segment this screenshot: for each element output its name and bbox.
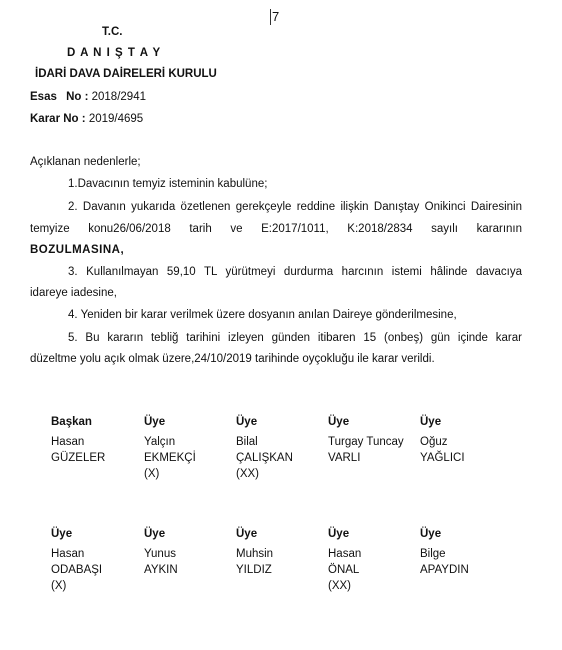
text-cursor [270, 9, 271, 25]
esas-label: Esas [30, 91, 57, 103]
member-role: Üye [420, 528, 442, 540]
member-role: Üye [144, 528, 166, 540]
member-note: (XX) [328, 580, 351, 592]
member-note: (X) [51, 580, 67, 592]
kurul-heading: İDARİ DAVA DAİRELERİ KURULU [35, 68, 217, 80]
item-1: 1.Davacının temyiz isteminin kabulüne; [68, 178, 268, 190]
member-role: Üye [51, 528, 73, 540]
member-first-name: Muhsin [236, 548, 274, 560]
member-uye [328, 526, 361, 594]
member-role: Üye [236, 528, 258, 540]
member-uye [51, 526, 102, 594]
intro-text: Açıklanan nedenlerle; [30, 156, 141, 168]
member-last-name: APAYDIN [420, 564, 469, 576]
member-role: Üye [144, 416, 166, 428]
esas-no-label: No : [66, 91, 89, 103]
member-last-name: ÖNAL [328, 564, 360, 576]
member-baskan [51, 414, 105, 466]
member-uye [236, 526, 273, 578]
member-last-name: YILDIZ [236, 564, 272, 576]
member-role: Üye [328, 416, 350, 428]
member-first-name: Bilal [236, 436, 258, 448]
member-first-name: Turgay Tuncay [328, 436, 404, 448]
member-first-name: Hasan [328, 548, 362, 560]
item-3-line-2: idareye iadesine, [30, 287, 117, 299]
member-uye [144, 526, 178, 578]
member-last-name: YAĞLICI [420, 452, 465, 464]
member-last-name: ODABAŞI [51, 564, 103, 576]
member-note: (X) [144, 468, 160, 480]
member-uye [236, 414, 293, 482]
item-3-line-1: 3. Kullanılmayan 59,10 TL yürütmeyi durdurma harcının istemi hâlinde davacıya [68, 266, 522, 278]
member-uye [420, 526, 469, 578]
member-last-name: VARLI [328, 452, 361, 464]
member-last-name: GÜZELER [51, 452, 106, 464]
member-uye [328, 414, 404, 466]
member-first-name: Yunus [144, 548, 176, 560]
page-number: 7 [272, 9, 280, 24]
member-role: Başkan [51, 416, 92, 428]
tc-heading: T.C. [102, 26, 123, 38]
member-first-name: Yalçın [144, 436, 176, 448]
member-last-name: ÇALIŞKAN [236, 452, 293, 464]
member-role: Üye [328, 528, 350, 540]
item-2-bozulmasina: BOZULMASINA, [30, 244, 125, 256]
danistay-heading: D A N I Ş T A Y [67, 47, 162, 59]
member-note: (XX) [236, 468, 259, 480]
member-uye [144, 414, 196, 482]
member-last-name: AYKIN [144, 564, 178, 576]
esas-line [30, 91, 146, 103]
karar-value: 2019/4695 [88, 113, 144, 125]
item-5-line-2: düzeltme yolu açık olmak üzere,24/10/2019 tarihinde oyçokluğu ile karar verildi. [30, 353, 435, 365]
item-4: 4. Yeniden bir karar verilmek üzere dosyanın anılan Daireye gönderilmesine, [68, 309, 457, 321]
member-first-name: Oğuz [420, 436, 448, 448]
item-5-line-1: 5. Bu kararın tebliğ tarihini izleyen günden itibaren 15 (onbeş) gün içinde karar [68, 332, 522, 344]
member-first-name: Hasan [51, 436, 85, 448]
karar-label: Karar No : [30, 113, 86, 125]
member-role: Üye [420, 416, 442, 428]
member-role: Üye [236, 416, 258, 428]
item-2-line-1: 2. Davanın yukarıda özetlenen gerekçeyle reddine ilişkin Danıştay Onikinci Dairesinin [68, 201, 522, 213]
member-first-name: Hasan [51, 548, 85, 560]
item-2-line-2: temyize konu26/06/2018 tarih ve E:2017/1011, K:2018/2834 sayılı kararının [30, 223, 522, 235]
member-uye [420, 414, 465, 466]
esas-value: 2018/2941 [91, 91, 146, 103]
member-first-name: Bilge [420, 548, 446, 560]
karar-line [30, 113, 143, 125]
member-last-name: EKMEKÇİ [144, 452, 196, 464]
